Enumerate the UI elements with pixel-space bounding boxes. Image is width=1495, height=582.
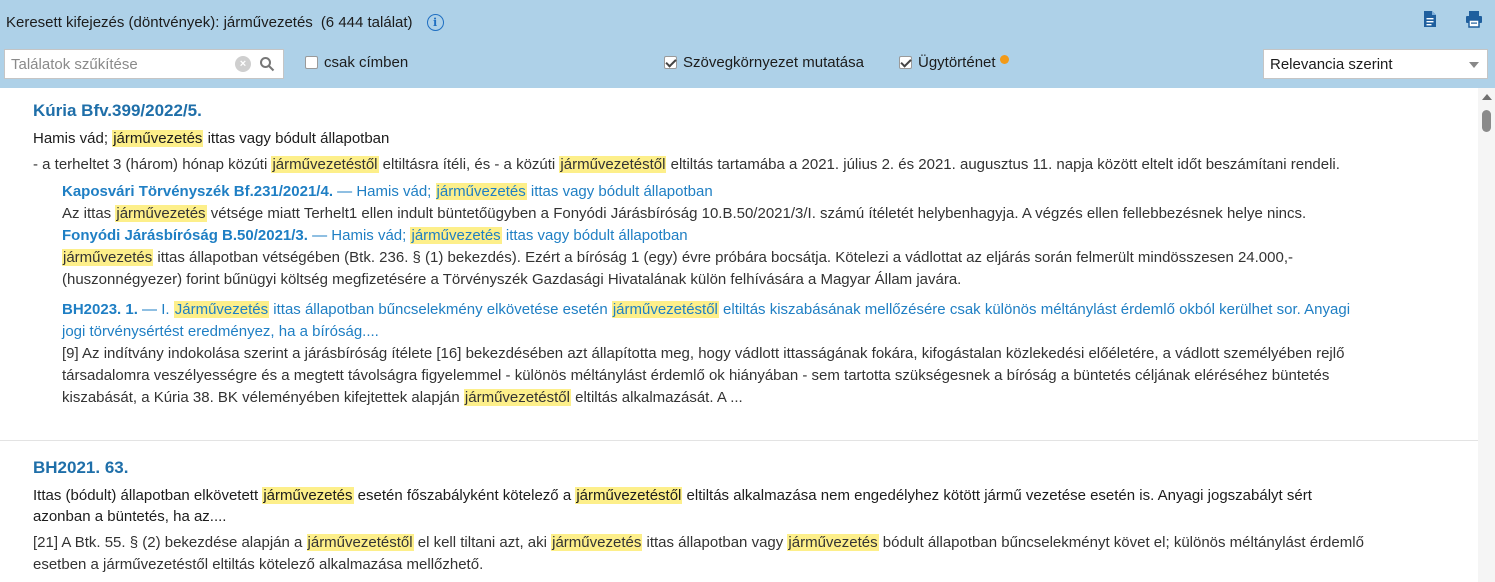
clear-icon[interactable]: × <box>235 56 251 72</box>
result-count: (6 444 találat) <box>320 13 413 31</box>
results-list <box>0 88 1478 582</box>
search-term-highlight: járművezetés <box>552 534 642 551</box>
search-term-highlight: járművezetés <box>788 534 878 551</box>
context-label: Szövegkörnyezet mutatása <box>683 54 864 71</box>
related-ref[interactable]: Kaposvári Törvényszék Bf.231/2021/4. <box>62 183 333 200</box>
related-title-text[interactable]: — Hamis vád; járművezetés ittas vagy bódult állapotban <box>332 183 713 200</box>
search-term-highlight: járművezetés <box>411 227 501 244</box>
filter-search-box[interactable] <box>4 49 284 79</box>
context-checkbox[interactable] <box>664 54 864 71</box>
search-term-highlight: járművezetéstől <box>272 156 378 173</box>
result-item <box>0 88 1478 440</box>
search-title <box>6 11 444 33</box>
filter-search-input[interactable] <box>5 56 235 73</box>
result-title[interactable]: Kúria Bfv.399/2022/5. <box>33 101 202 120</box>
search-term-highlight: járművezetéstől <box>560 156 666 173</box>
document-icon[interactable] <box>1423 10 1439 28</box>
search-term-highlight: járművezetés <box>263 487 353 504</box>
related-title[interactable] <box>62 225 1368 247</box>
related-title-text[interactable]: — Hamis vád; járművezetés ittas vagy bódult állapotban <box>307 227 688 244</box>
search-term-highlight: járművezetés <box>63 249 153 266</box>
related-decision <box>62 181 1368 225</box>
result-snippet: - a terheltet 3 (három) hónap közúti járművezetéstől eltiltásra ítéli, és - a közúti járművezetéstől eltiltás tartamába a 2021. július 2. és 2021. augusztus 11. napja között eltelt időt beszámítani rendeli. <box>33 156 1340 173</box>
scroll-up-icon[interactable] <box>1482 94 1492 100</box>
search-term-highlight: járművezetés <box>113 130 203 147</box>
context-box[interactable] <box>664 56 677 69</box>
result-item <box>0 440 1478 576</box>
result-subtitle: Ittas (bódult) állapotban elkövetett járművezetés esetén főszabályként kötelező a járművezetéstől eltiltás alkalmazása nem engedélyhez kötött jármű vezetése esetén is. Anyagi jogszabályt sért azonban a büntetés, ha az.... <box>33 487 1312 525</box>
history-box[interactable] <box>899 56 912 69</box>
only-title-label: csak címben <box>324 54 409 71</box>
print-icon[interactable] <box>1465 10 1481 28</box>
related-title[interactable] <box>62 181 1368 203</box>
header-actions <box>1423 10 1481 28</box>
related-snippet: Az ittas járművezetés vétsége miatt Terhelt1 ellen indult büntetőügyben a Fonyódi Járásbíróság 10.B.50/2021/3/I. számú ítéletét helybenhagyja. A végzés ellen fellebbezésnek helye nincs. <box>62 205 1307 222</box>
sort-selected-value: Relevancia szerint <box>1270 55 1393 73</box>
related-snippet: járművezetés ittas állapotban vétségében (Btk. 236. § (1) bekezdés). Ezért a bíróság 1 (egy) évre próbára bocsátja. Kötelezi a vádlottat az eljárás során felmerült mindösszesen 24.000,- (huszonnégyezer) forint bűnügyi költség megfizetésére a Törvényszék Gazdasági Hivatalának külön felhívására a Magyar Állam javára. <box>62 249 1293 288</box>
search-icon[interactable] <box>259 56 275 72</box>
related-ref[interactable]: BH2023. 1. <box>62 301 138 318</box>
chevron-down-icon <box>1469 62 1479 68</box>
history-checkbox[interactable] <box>899 54 1009 71</box>
related-title[interactable] <box>62 299 1368 343</box>
history-indicator-dot <box>1000 55 1009 64</box>
search-title-text: Keresett kifejezés (döntvények): járművezetés <box>6 13 313 31</box>
related-title-text[interactable]: — I. Járművezetés ittas állapotban bűncselekmény elkövetése esetén járművezetéstől eltiltás kiszabásának mellőzésére csak különös méltánylást érdemlő okból kerülhet sor. Anyagi jogi törvénysértést eredményez, ha a bíróság.... <box>62 301 1351 340</box>
search-term-highlight: járművezetéstől <box>464 389 570 406</box>
related-decision <box>62 225 1368 291</box>
search-term-highlight: járművezetés <box>436 183 526 200</box>
vertical-scrollbar[interactable] <box>1478 88 1495 582</box>
related-decision <box>62 299 1368 409</box>
search-term-highlight: járművezetéstől <box>612 301 718 318</box>
only-title-box[interactable] <box>305 56 318 69</box>
search-term-highlight: járművezetéstől <box>576 487 682 504</box>
result-subtitle: Hamis vád; járművezetés ittas vagy bódult állapotban <box>33 130 390 147</box>
search-term-highlight: járművezetéstől <box>307 534 413 551</box>
history-label: Ügytörténet <box>918 54 996 71</box>
search-term-highlight: járművezetés <box>116 205 206 222</box>
results-header-bar <box>0 0 1495 88</box>
search-term-highlight: Járművezetés <box>174 301 269 318</box>
result-title[interactable]: BH2021. 63. <box>33 458 129 477</box>
related-snippet: [9] Az indítvány indokolása szerint a járásbíróság ítélete [16] bekezdésében azt állapította meg, hogy vádlott ittasságának fokára, kifogástalan közlekedési előéletére, a vádlott személyében rejlő társadalomra veszélyességre és a megtett távolságra figyelemmel - különös méltánylást érdemlő ok hiányában - sem tartotta szükségesnek a bíróság a büntetés céljának eléréséhez büntetés kiszabását, a Kúria 38. BK véleményében kifejtettek alapján járművezetéstől eltiltás alkalmazását. A ... <box>62 345 1345 406</box>
result-snippet: [21] A Btk. 55. § (2) bekezdése alapján a járművezetéstől el kell tiltani azt, aki járművezetés ittas állapotban vagy járművezetés bódult állapotban bűncselekményt követ el; különös méltánylást érdemlő esetben a járművezetéstől eltiltás kötelező alkalmazása mellőzhető. <box>33 534 1364 573</box>
info-icon[interactable]: i <box>427 14 444 31</box>
related-ref[interactable]: Fonyódi Járásbíróság B.50/2021/3. <box>62 227 308 244</box>
only-title-checkbox[interactable] <box>305 54 408 71</box>
sort-select[interactable] <box>1263 49 1488 79</box>
scroll-thumb[interactable] <box>1482 110 1491 132</box>
